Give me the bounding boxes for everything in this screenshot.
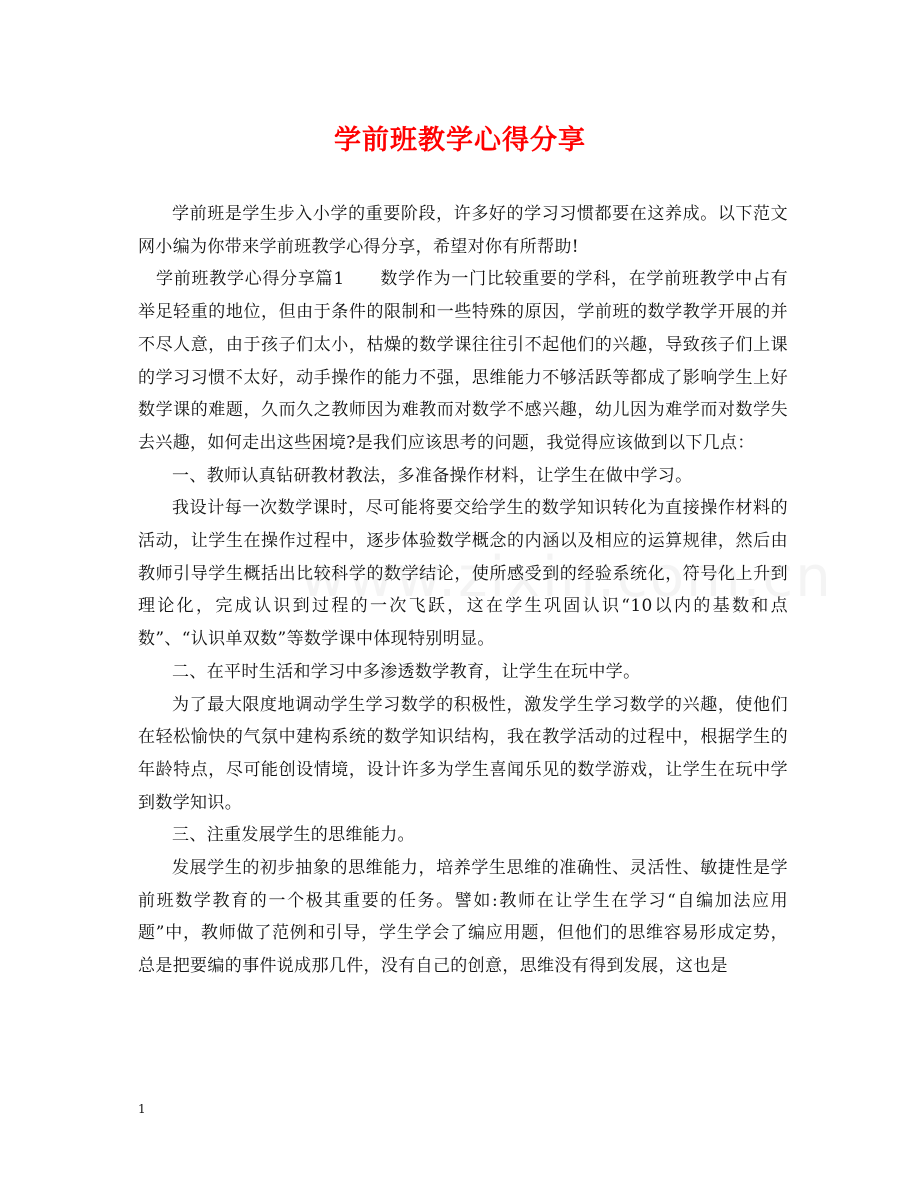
page-number: 1 <box>138 1102 146 1116</box>
section-paragraph-1: 学前班教学心得分享篇1 数学作为一门比较重要的学科，在学前班教学中占有举足轻重的地位，但由于条件的限制和一些特殊的原因，学前班的数学教学开展的并不尽人意，由于孩子们太小，枯燥的数学课往往引不起他们的兴趣，导致孩子们上课的学习习惯不太好，动手操作的能力不强，思维能力不够活跃等都成了影响学生上好数学课的难题，久而久之教师因为难教而对数学不感兴趣，幼儿因为难学而对数学失去兴趣，如何走出这些困境?是我们应该思考的问题，我觉得应该做到以下几点： <box>138 269 788 453</box>
heading-point-1: 一、教师认真钻研教材教法，多准备操作材料，让学生在做中学习。 <box>172 465 693 486</box>
paragraph-point-3: 发展学生的初步抽象的思维能力，培养学生思维的准确性、灵活性、敏捷性是学前班数学教育的一个极其重要的任务。譬如:教师在让学生在学习“自编加法应用题”中，教师做了范例和引导，学生学会了编应用题，但他们的思维容易形成定势，总是把要编的事件说成那几件，没有自己的创意，思维没有得到发展，这也是 <box>138 858 788 977</box>
paragraph-point-1: 我设计每一次数学课时，尽可能将要交给学生的数学知识转化为直接操作材料的活动，让学生在操作过程中，逐步体验数学概念的内涵以及相应的运算规律，然后由教师引导学生概括出比较科学的数学结论，使所感受到的经验系统化，符号化上升到理论化，完成认识到过程的一次飞跃，这在学生巩固认识“10以内的基数和点数”、“认识单双数”等数学课中体现特别明显。 <box>138 498 788 650</box>
document-title: 学前班教学心得分享 <box>334 125 586 156</box>
heading-point-2: 二、在平时生活和学习中多渗透数学教育，让学生在玩中学。 <box>172 661 641 682</box>
intro-paragraph: 学前班是学生步入小学的重要阶段，许多好的学习习惯都要在这养成。以下范文网小编为你带来学前班教学心得分享，希望对你有所帮助! <box>138 204 788 257</box>
paragraph-point-2: 为了最大限度地调动学生学习数学的积极性，激发学生学习数学的兴趣，使他们在轻松愉快的气氛中建构系统的数学知识结构，我在教学活动的过程中，根据学生的年龄特点，尽可能创设情境，设计许多为学生喜闻乐见的数学游戏，让学生在玩中学到数学知识。 <box>138 694 788 813</box>
heading-point-3: 三、注重发展学生的思维能力。 <box>172 825 415 846</box>
document-body <box>138 198 788 983</box>
